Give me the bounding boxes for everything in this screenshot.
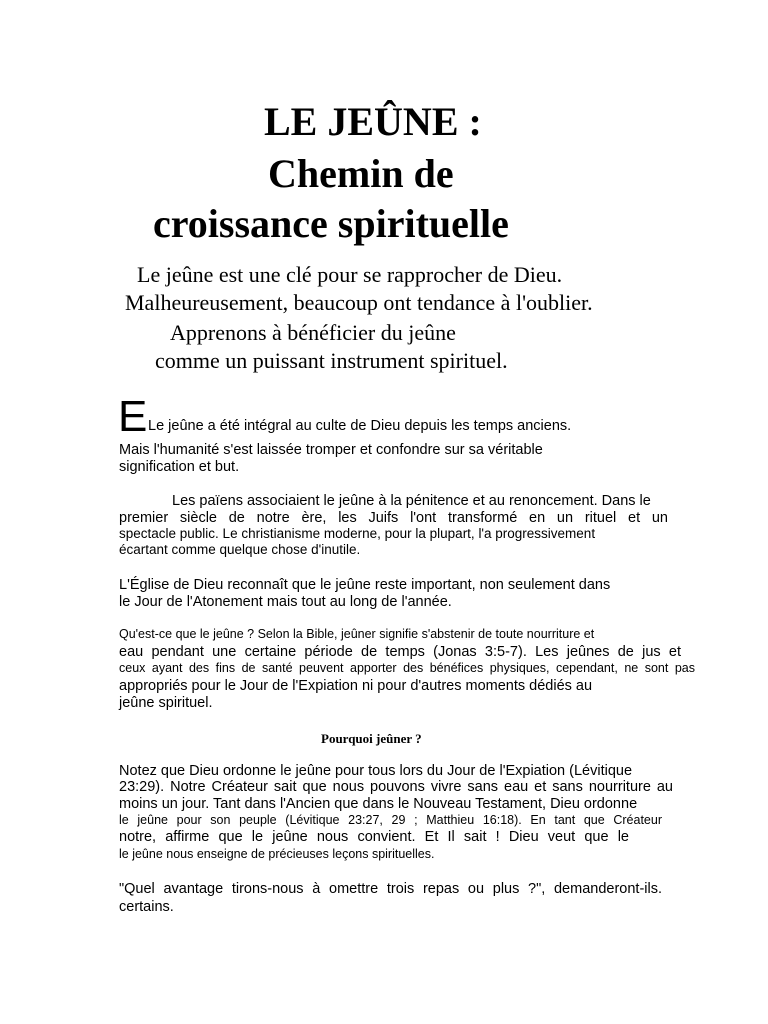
p2-line-3: spectacle public. Le christianisme moderne, pour la plupart, l'a progressivement [119,526,596,541]
p4-line-1: Qu'est-ce que le jeûne ? Selon la Bible, jeûner signifie s'abstenir de toute nourriture et [119,627,595,641]
p1-line-3: signification et but. [119,459,240,475]
intro-line-4: comme un puissant instrument spirituel. [155,348,508,373]
p2-line-4: écartant comme quelque chose d'inutile. [119,542,361,557]
title-line-3: croissance spirituelle [153,201,509,246]
p5-line-5: notre, affirme que le jeûne nous convient. Et Il sait ! Dieu veut que le [119,829,629,845]
p5-line-3: moins un jour. Tant dans l'Ancien que dans le Nouveau Testament, Dieu ordonne [119,796,638,812]
title-line-2: Chemin de [268,151,454,196]
p2-line-1: Les païens associaient le jeûne à la pénitence et au renoncement. Dans le [172,493,651,509]
p4-line-4: appropriés pour le Jour de l'Expiation ni pour d'autres moments dédiés au [119,678,593,694]
p1-line-1: Le jeûne a été intégral au culte de Dieu depuis les temps anciens. [148,418,572,434]
intro-line-1: Le jeûne est une clé pour se rapprocher de Dieu. [137,262,563,287]
p5-line-2: 23:29). Notre Créateur sait que nous pouvons vivre sans eau et sans nourriture au [119,779,673,795]
intro-line-3: Apprenons à bénéficier du jeûne [170,320,456,345]
intro-line-2: Malheureusement, beaucoup ont tendance à l'oublier. [125,290,593,315]
drop-cap: E [118,392,148,441]
title-line-1: LE JEÛNE : [264,99,482,144]
p4-line-5: jeûne spirituel. [119,695,213,711]
p2-line-2: premier siècle de notre ère, les Juifs l'ont transformé en un rituel et un [119,510,668,526]
p6-line-2: certains. [119,899,174,915]
p5-line-6: le jeûne nous enseigne de précieuses leçons spirituelles. [119,847,435,861]
p6-line-1: "Quel avantage tirons-nous à omettre trois repas ou plus ?", demanderont-ils. [119,881,662,897]
p5-line-4: le jeûne pour son peuple (Lévitique 23:27, 29 ; Matthieu 16:18). En tant que Créateur [119,813,662,827]
p5-line-1: Notez que Dieu ordonne le jeûne pour tous lors du Jour de l'Expiation (Lévitique [119,763,633,779]
section-heading: Pourquoi jeûner ? [321,731,422,746]
p1-line-2: Mais l'humanité s'est laissée tromper et confondre sur sa véritable [119,442,543,458]
p3-line-1: L'Église de Dieu reconnaît que le jeûne reste important, non seulement dans [119,577,611,593]
p4-line-3: ceux ayant des fins de santé peuvent apporter des bénéfices physiques, cependant, ne sont pas [119,661,695,675]
p4-line-2: eau pendant une certaine période de temps (Jonas 3:5-7). Les jeûnes de jus et [119,644,681,660]
p3-line-2: le Jour de l'Atonement mais tout au long de l'année. [119,594,452,610]
